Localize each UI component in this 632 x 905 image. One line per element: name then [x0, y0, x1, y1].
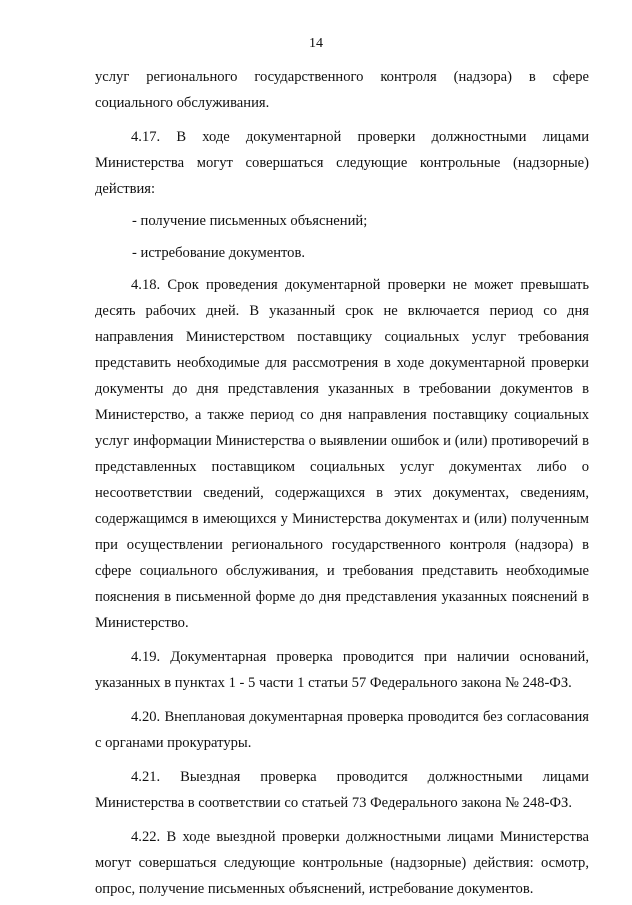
paragraph-4-22: 4.22. В ходе выездной проверки должностными лицами Министерства могут совершаться следующие контрольные (надзорные) действия: осмотр, опрос, получение письменных объяснений, истребование документов. [95, 829, 589, 897]
paragraph-4-18: 4.18. Срок проведения документарной проверки не может превышать десять рабочих дней. В указанный срок не включается период со дня направления Министерством поставщику социальных услуг требования представить необходимые для рассмотрения в ходе документарной проверки документы до дня представления указанных в требовании документов в Министерство, а также период со дня направления поставщику социальных услуг информации Министерства о выявлении ошибок и (или) противоречий в представленных поставщиком социальных услуг документах либо о несоответствии сведений, содержащихся в этих документах, сведениям, содержащимся в имеющихся у Министерства документах и (или) полученным при осуществлении регионального государственного контроля (надзора) в сфере социального обслуживания, и требования представить необходимые пояснения в письменной форме до дня представления указанных пояснений в Министерство. [95, 277, 589, 631]
page-number: 14 [309, 36, 323, 51]
list-item-documents: - истребование документов. [132, 245, 306, 261]
document-body [95, 64, 589, 902]
paragraph-continuation: услуг регионального государственного контроля (надзора) в сфере социального обслуживания. [95, 69, 589, 111]
paragraph-4-21: 4.21. Выездная проверка проводится должностными лицами Министерства в соответствии со статьей 73 Федерального закона № 248-ФЗ. [95, 769, 589, 811]
paragraph-4-17: 4.17. В ходе документарной проверки должностными лицами Министерства могут совершаться следующие контрольные (надзорные) действия: [95, 129, 589, 197]
paragraph-4-20: 4.20. Внеплановая документарная проверка проводится без согласования с органами прокуратуры. [95, 709, 589, 751]
paragraph-4-19: 4.19. Документарная проверка проводится при наличии оснований, указанных в пунктах 1 - 5 части 1 статьи 57 Федерального закона № 248-ФЗ. [95, 649, 589, 691]
list-item-explanations: - получение письменных объяснений; [132, 213, 368, 229]
